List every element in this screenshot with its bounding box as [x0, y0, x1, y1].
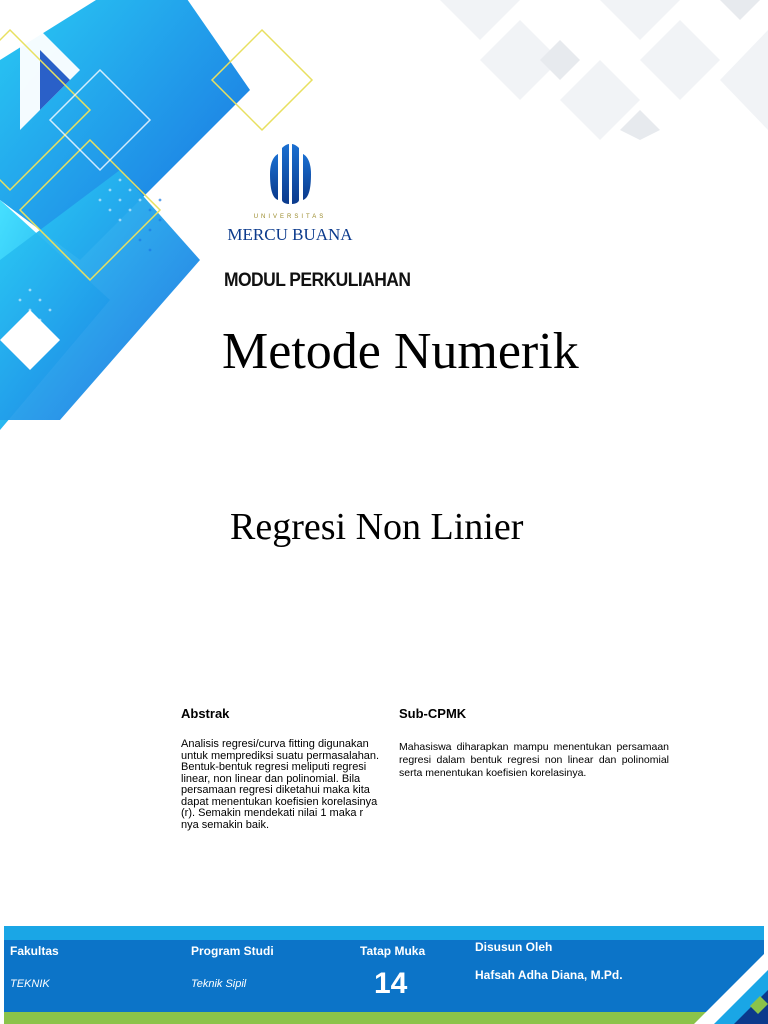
footer-top-stripe	[4, 926, 764, 940]
fakultas-value: TEKNIK	[10, 978, 50, 990]
abstract-text: Analisis regresi/curva fitting digunakan untuk memprediksi suatu permasalahan. Bentuk-bentuk regresi meliputi regresi linear, non linear dan polinomial. Bila persamaan regresi diketahui maka kita dapat menentukan koefisien korelasinya (r). Semakin mendekati nilai 1 maka r nya semakin baik.	[181, 738, 380, 831]
university-logo	[222, 140, 358, 250]
footer-info-bar	[4, 940, 764, 1012]
tatap-muka-value: 14	[374, 967, 408, 1000]
course-title: Metode Numerik	[222, 323, 579, 380]
fakultas-label: Fakultas	[10, 944, 59, 958]
prodi-value: Teknik Sipil	[191, 978, 247, 990]
modul-label: MODUL PERKULIAHAN	[224, 270, 411, 291]
abstract-heading: Abstrak	[181, 706, 230, 721]
sub-cpmk-text: Mahasiswa diharapkan mampu menentukan persamaan regresi dalam bentuk regresi non linear dan polinomial serta menentukan koefisien korelasinya.	[399, 741, 669, 779]
penyusun-value: Hafsah Adha Diana, M.Pd.	[475, 968, 623, 982]
corner-decoration	[678, 934, 768, 1024]
logo-caption-name: MERCU BUANA	[227, 225, 353, 244]
topic-title: Regresi Non Linier	[230, 506, 524, 548]
prodi-label: Program Studi	[191, 944, 274, 958]
footer-bottom-stripe	[4, 1012, 764, 1024]
logo-caption-universitas: UNIVERSITAS	[253, 214, 327, 220]
sub-cpmk-heading: Sub-CPMK	[399, 706, 467, 721]
penyusun-label: Disusun Oleh	[475, 940, 553, 954]
tatap-muka-label: Tatap Muka	[360, 944, 426, 958]
mercu-buana-emblem-icon	[222, 140, 358, 214]
